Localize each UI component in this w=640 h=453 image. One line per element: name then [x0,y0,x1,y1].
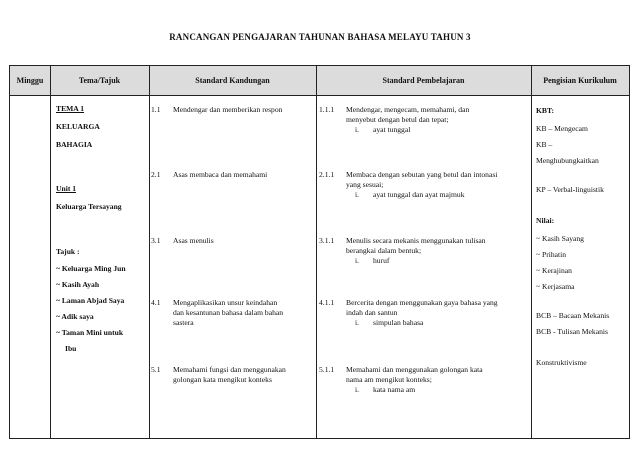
header-pengisian-kurikulum: Pengisian Kurikulum [543,76,617,85]
header-tema-tajuk: Tema/Tajuk [78,76,121,85]
kandungan-text: Memahami fungsi dan menggunakan [173,365,286,374]
nilai-item: ~ Kerjasama [536,282,575,291]
kbt-item: Menghubungkaitkan [536,156,599,165]
kbt-label: KBT: [536,106,555,115]
kandungan-number: 4.1 [151,298,161,307]
header-standard-kandungan: Standard Kandungan [195,76,270,85]
pembelajaran-text: menyebut dengan betul dan tepat; [346,115,449,124]
nilai-label: Nilai: [536,216,555,225]
nilai-item: ~ Kerajinan [536,266,572,275]
pembelajaran-text: berangkai dalam bentuk; [346,246,422,255]
unit-name: Keluarga Tersayang [56,202,122,211]
tajuk-item: Ibu [65,344,77,353]
tajuk-label: Tajuk : [56,247,80,256]
pembelajaran-number: 2.1.1 [319,170,335,179]
roman-numeral: i. [355,190,360,199]
tema-name-line2: BAHAGIA [56,140,93,149]
pembelajaran-number: 3.1.1 [319,236,335,245]
tema-label: TEMA 1 [56,104,85,113]
subitem-text: kata nama am [373,385,416,394]
kandungan-text: Asas menulis [173,236,214,245]
roman-numeral: i. [355,385,360,394]
pembelajaran-subitem [355,318,423,328]
subitem-text: ayat tunggal dan ayat majmuk [373,190,465,199]
col-divider [316,66,317,438]
bcb-item: BCB – Bacaan Mekanis [536,311,610,320]
pembelajaran-text: Menulis secara mekanis menggunakan tulisan [346,236,486,245]
tajuk-item: ~ Laman Abjad Saya [56,296,125,305]
kandungan-text: sastera [173,318,194,327]
pembelajaran-text: Mendengar, mengecam, memahami, dan [346,105,470,114]
col-divider [531,66,532,438]
col-divider [50,66,51,438]
kandungan-text: dan kesantunan bahasa dalam bahan [173,308,284,317]
roman-numeral: i. [355,125,360,134]
nilai-item: ~ Prihatin [536,250,567,259]
pembelajaran-text: Membaca dengan sebutan yang betul dan intonasi [346,170,498,179]
kandungan-text: golongan kata mengikut konteks [173,375,272,384]
konstruktivisme: Konstruktivisme [536,358,587,367]
tajuk-item: ~ Taman Mini untuk [56,328,124,337]
pembelajaran-subitem [355,385,415,395]
page-title: RANCANGAN PENGAJARAN TAHUNAN BAHASA MELAYU TAHUN 3 [169,32,471,42]
tajuk-item: ~ Keluarga Ming Jun [56,264,126,273]
col-divider [149,66,150,438]
kandungan-number: 3.1 [151,236,161,245]
pembelajaran-text: Memahami dan menggunakan golongan kata [346,365,483,374]
nilai-item: ~ Kasih Sayang [536,234,584,243]
rpt-table [9,65,630,439]
kbt-item: KB – [536,140,553,149]
kp-item: KP – Verbal-linguistik [536,185,604,194]
tajuk-item: ~ Kasih Ayah [56,280,100,289]
pembelajaran-text: nama am mengikut konteks; [346,375,432,384]
unit-label: Unit 1 [56,184,77,193]
subitem-text: simpulan bahasa [373,318,424,327]
kbt-item: KB – Mengecam [536,124,588,133]
kandungan-number: 5.1 [151,365,161,374]
subitem-text: ayat tunggal [373,125,411,134]
kandungan-text: Mendengar dan memberikan respon [173,105,283,114]
header-minggu: Minggu [16,76,44,85]
pembelajaran-text: Bercerita dengan menggunakan gaya bahasa yang [346,298,498,307]
kandungan-number: 2.1 [151,170,161,179]
tajuk-item: ~ Adik saya [56,312,94,321]
pembelajaran-number: 5.1.1 [319,365,335,374]
pembelajaran-subitem [355,125,410,135]
pembelajaran-text: indah dan santun [346,308,398,317]
subitem-text: huruf [373,256,390,265]
pembelajaran-number: 1.1.1 [319,105,335,114]
header-divider [10,95,629,96]
pembelajaran-subitem [355,190,465,200]
bcb-item: BCB - Tulisan Mekanis [536,327,608,336]
tema-name-line1: KELUARGA [56,122,100,131]
roman-numeral: i. [355,256,360,265]
pembelajaran-number: 4.1.1 [319,298,335,307]
header-standard-pembelajaran: Standard Pembelajaran [382,76,465,85]
kandungan-text: Asas membaca dan memahami [173,170,268,179]
pembelajaran-subitem [355,256,389,266]
pembelajaran-text: yang sesuai; [346,180,384,189]
kandungan-text: Mengaplikasikan unsur keindahan [173,298,278,307]
kandungan-number: 1.1 [151,105,161,114]
roman-numeral: i. [355,318,360,327]
